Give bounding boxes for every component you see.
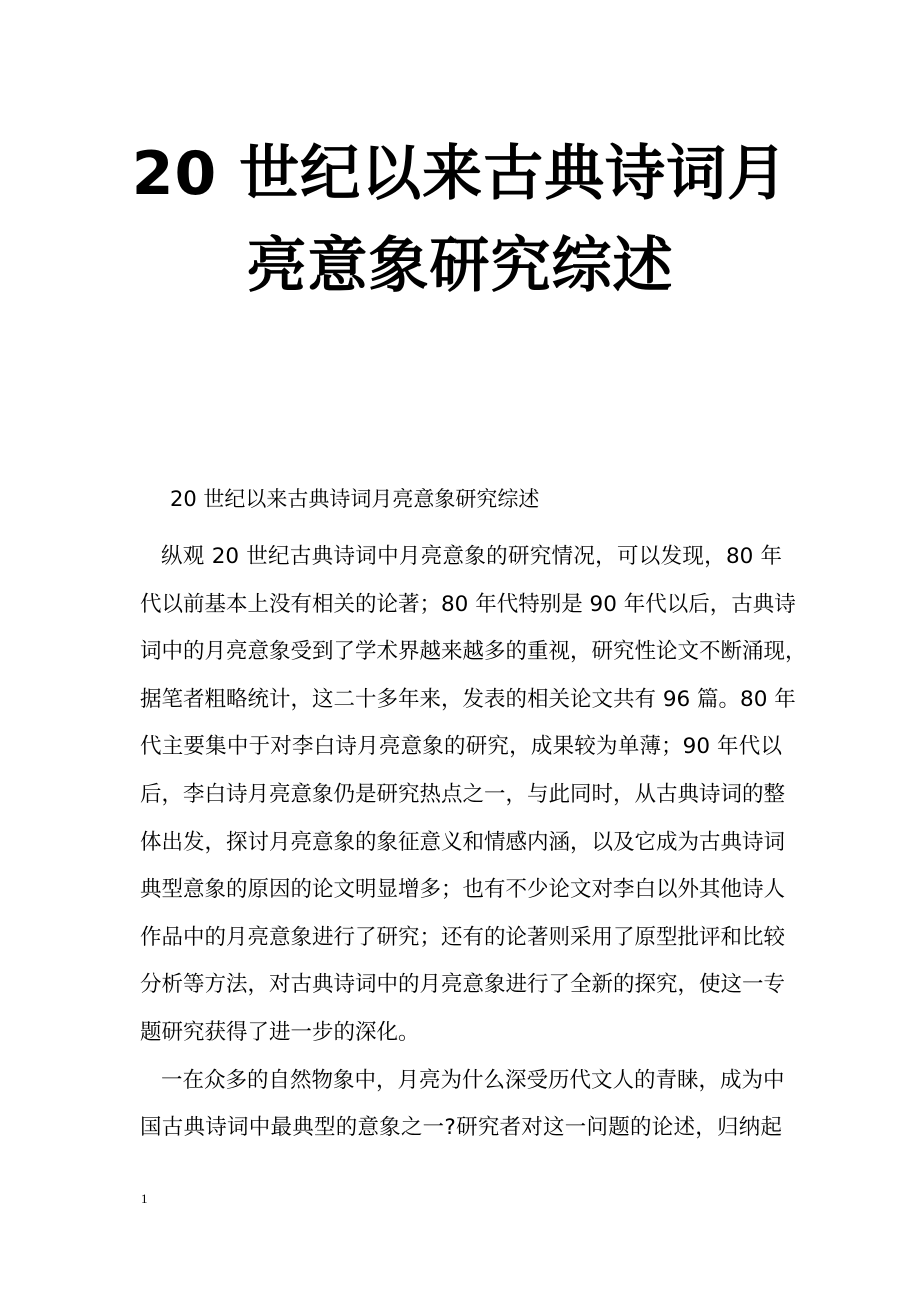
paragraph-1-line: 据笔者粗略统计，这二十多年来，发表的相关论文共有 96 篇。80 年	[140, 686, 796, 712]
title-line-2: 亮意象研究综述	[246, 231, 674, 301]
paragraph-1-line: 纵观 20 世纪古典诗词中月亮意象的研究情况，可以发现，80 年	[161, 544, 782, 569]
paragraph-1	[140, 533, 807, 1057]
paragraph-2	[140, 1057, 785, 1152]
paragraph-2-line: 国古典诗词中最典型的意象之一?研究者对这一问题的论述，归纳起	[140, 1115, 782, 1141]
paragraph-1-line: 典型意象的原因的论文明显增多；也有不少论文对李白以外其他诗人	[140, 877, 786, 903]
title-line-1: 20 世纪以来古典诗词月	[131, 139, 789, 209]
body-text	[140, 533, 807, 1152]
page-number: 1	[141, 1191, 148, 1206]
paragraph-1-line: 代主要集中于对李白诗月亮意象的研究，成果较为单薄；90 年代以	[140, 734, 782, 760]
document-subtitle: 20 世纪以来古典诗词月亮意象研究综述	[170, 487, 540, 511]
paragraph-1-line: 分析等方法，对古典诗词中的月亮意象进行了全新的探究，使这一专	[140, 972, 786, 998]
paragraph-1-line: 代以前基本上没有相关的论著；80 年代特别是 90 年代以后，古典诗	[140, 591, 796, 617]
paragraph-2-line: 一在众多的自然物象中，月亮为什么深受历代文人的青睐，成为中	[161, 1067, 785, 1093]
paragraph-1-line: 体出发，探讨月亮意象的象征意义和情感内涵，以及它成为古典诗词	[140, 829, 786, 855]
paragraph-1-line: 词中的月亮意象受到了学术界越来越多的重视，研究性论文不断涌现，	[140, 639, 807, 665]
document-title	[120, 128, 800, 312]
paragraph-1-line: 后，李白诗月亮意象仍是研究热点之一，与此同时，从古典诗词的整	[140, 781, 786, 807]
paragraph-1-line: 作品中的月亮意象进行了研究；还有的论著则采用了原型批评和比较	[140, 924, 786, 950]
paragraph-1-line: 题研究获得了进一步的深化。	[140, 1019, 420, 1045]
